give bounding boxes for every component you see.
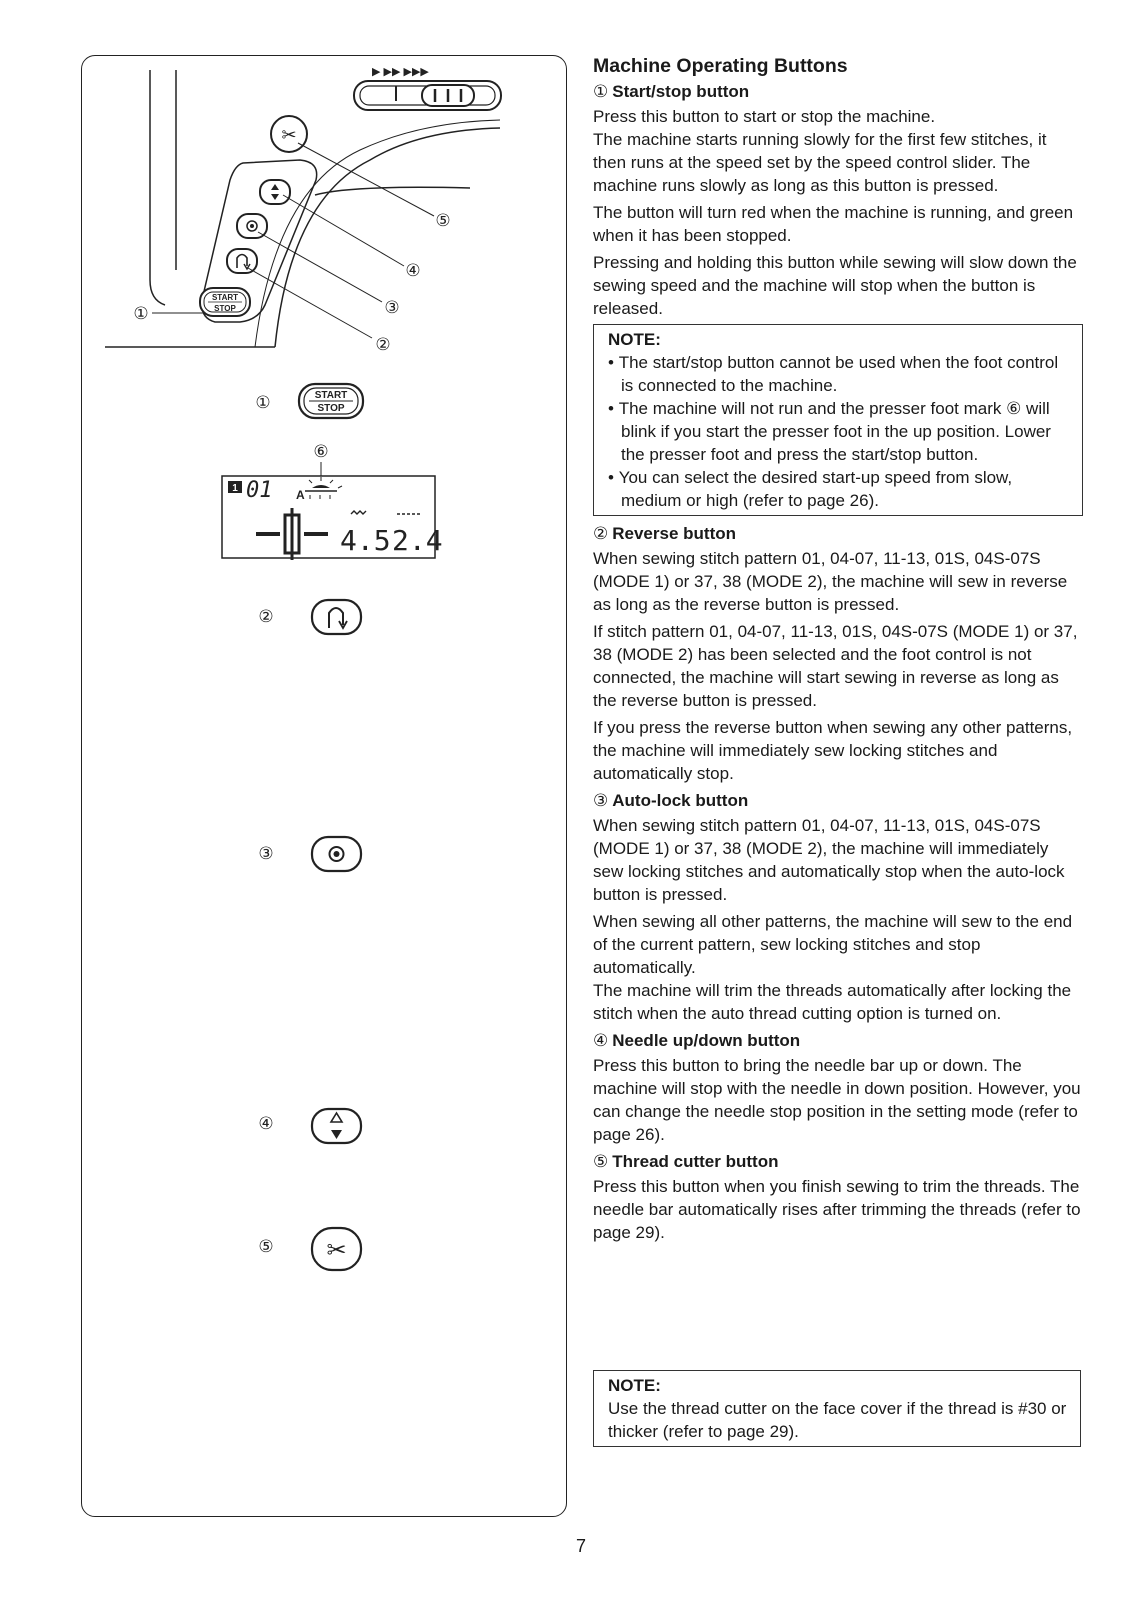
note-item: • The machine will not run and the presser foot mark ⑥ will blink if you start the presser foot in the up position. Lower the presser foot and press the start/stop button. bbox=[608, 399, 1051, 464]
callout-6: ⑥ bbox=[313, 442, 329, 462]
callout-1: ① bbox=[133, 304, 149, 324]
reverse-button-illus bbox=[227, 249, 257, 273]
reverse-text-1: When sewing stitch pattern 01, 04-07, 11-13, 01S, 04S-07S (MODE 1) or 37, 38 (MODE 2), the machine will sew in reverse as long as the reverse button is pressed. bbox=[593, 549, 1068, 614]
reverse-text-3: If you press the reverse button when sewing any other patterns, the machine will immediately sew locking stitches and automatically stop. bbox=[593, 718, 1073, 783]
start-stop-text-4: Pressing and holding this button while sewing will slow down the sewing speed and the machine will stop when the button is released. bbox=[593, 253, 1077, 318]
page-title: Machine Operating Buttons bbox=[593, 55, 848, 77]
note-box-1 bbox=[593, 324, 1083, 516]
callout-2: ② bbox=[375, 335, 391, 355]
note-title: NOTE: bbox=[608, 1376, 661, 1395]
instructions-column bbox=[593, 54, 1083, 1248]
reverse-button-large bbox=[312, 600, 361, 634]
note-text: Use the thread cutter on the face cover if the thread is #30 or thicker (refer to page 29). bbox=[608, 1399, 1067, 1441]
svg-text:START: START bbox=[314, 390, 348, 401]
lcd-stitch-width: 4.5 bbox=[340, 524, 391, 557]
callout-4-large: ④ bbox=[258, 1114, 274, 1134]
svg-text:START: START bbox=[211, 293, 239, 302]
lcd-pattern-number: 01 bbox=[246, 478, 273, 503]
cutter-heading: ⑤ Thread cutter button bbox=[593, 1152, 779, 1171]
start-stop-heading: ① Start/stop button bbox=[593, 82, 750, 101]
svg-text:STOP: STOP bbox=[214, 304, 236, 313]
speed-arrows: ▶ ▶▶ ▶▶▶ bbox=[372, 66, 429, 78]
lcd-foot-letter: A bbox=[296, 488, 305, 502]
svg-text:1: 1 bbox=[232, 483, 238, 494]
page-number: 7 bbox=[575, 1536, 586, 1556]
start-stop-button-large bbox=[299, 384, 363, 418]
start-stop-text-2: The machine starts running slowly for the first few stitches, it then runs at the speed set by the speed control slider. The machine runs slowly as long as this button is pressed. bbox=[593, 130, 1047, 195]
needle-text-1: Press this button to bring the needle bar up or down. The machine will stop with the needle in down position. However, you can change the needle stop position in the setting mode (refer to page 26). bbox=[593, 1056, 1081, 1144]
lcd-stitch-length: 2.4 bbox=[392, 524, 443, 557]
machine-outline bbox=[105, 70, 500, 347]
callout-5: ⑤ bbox=[435, 211, 451, 231]
needle-up-down-button-illus bbox=[260, 180, 290, 204]
start-stop-text-3: The button will turn red when the machine is running, and green when it has been stopped. bbox=[593, 203, 1074, 245]
start-stop-text-1: Press this button to start or stop the machine. bbox=[593, 107, 936, 126]
auto-lock-text-3: The machine will trim the threads automatically after locking the stitch when the auto thread cutting option is turned on. bbox=[593, 981, 1072, 1023]
auto-lock-text-1: When sewing stitch pattern 01, 04-07, 11-13, 01S, 04S-07S (MODE 1) or 37, 38 (MODE 2), the machine will immediately sew locking stitches and automatically stop when the auto-lock button is pressed. bbox=[593, 816, 1065, 904]
callout-2-large: ② bbox=[258, 607, 274, 627]
auto-lock-button-large bbox=[312, 837, 361, 871]
needle-heading: ④ Needle up/down button bbox=[593, 1031, 801, 1050]
callout-1-large: ① bbox=[255, 393, 271, 413]
thread-cutter-button-illus bbox=[271, 116, 307, 152]
note-box-2 bbox=[593, 1370, 1081, 1447]
reverse-text-2: If stitch pattern 01, 04-07, 11-13, 01S, 04S-07S (MODE 1) or 37, 38 (MODE 2) has been selected and the foot control is not connected, the machine will start sewing in reverse as long as the reverse button is pressed. bbox=[593, 622, 1078, 710]
svg-text:✂: ✂ bbox=[281, 125, 297, 146]
note-item: • The start/stop button cannot be used when the foot control is connected to the machine. bbox=[608, 353, 1059, 395]
cutter-text-1: Press this button when you finish sewing to trim the threads. The needle bar automatically rises after trimming the threads (refer to page 29). bbox=[593, 1177, 1081, 1242]
needle-up-down-button-large bbox=[312, 1109, 361, 1143]
speed-slider bbox=[354, 81, 501, 110]
callout-4: ④ bbox=[405, 261, 421, 281]
callout-3: ③ bbox=[384, 298, 400, 318]
start-stop-button-illus bbox=[200, 288, 250, 316]
lcd-display bbox=[222, 476, 443, 560]
note-title: NOTE: bbox=[608, 330, 661, 349]
auto-lock-text-2: When sewing all other patterns, the machine will sew to the end of the current pattern, sew locking stitches and stop automatically. bbox=[593, 912, 1073, 977]
thread-cutter-button-large bbox=[312, 1228, 361, 1270]
svg-text:STOP: STOP bbox=[317, 403, 345, 414]
callout-5-large: ⑤ bbox=[258, 1237, 274, 1257]
note-item: • You can select the desired start-up speed from slow, medium or high (refer to page 26). bbox=[608, 468, 1013, 510]
scissors-icon: ✂ bbox=[326, 1236, 347, 1264]
reverse-heading: ② Reverse button bbox=[593, 524, 736, 543]
callout-3-large: ③ bbox=[258, 844, 274, 864]
auto-lock-heading: ③ Auto-lock button bbox=[593, 791, 749, 810]
